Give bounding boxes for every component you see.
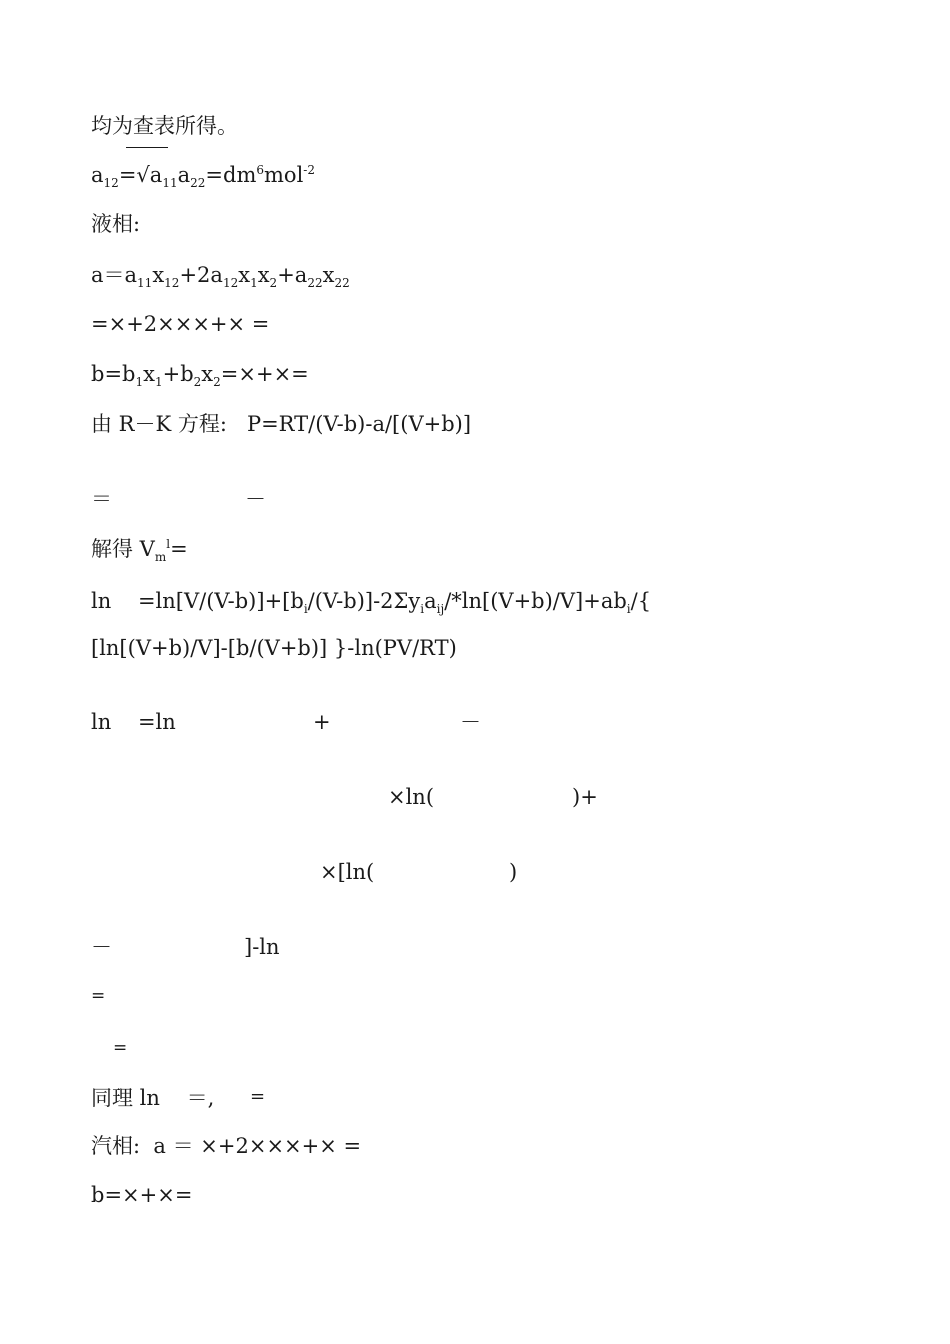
formula-a-value: =×+2×××+× =	[91, 312, 270, 336]
term: /(V-b)]-2Σy	[307, 589, 421, 613]
sqrt-sign: =√	[118, 163, 150, 187]
term: /{	[630, 589, 652, 613]
unit-mol: mol	[264, 163, 304, 187]
term: =	[170, 537, 188, 561]
a22-symbol: a	[177, 163, 191, 187]
liquid-phase-label: 液相:	[91, 212, 141, 236]
subscript: i	[420, 602, 425, 617]
fugacity-equation-cont: [ln[(V+b)/V]-[b/(V+b)] }-ln(PV/RT)	[91, 636, 457, 660]
close-paren: )	[509, 860, 518, 884]
a11-symbol: a	[149, 163, 163, 187]
subscript: 1	[250, 276, 258, 291]
a22-subscript: 22	[190, 176, 206, 191]
subscript: i	[626, 602, 631, 617]
unit-dm: =dm	[205, 163, 257, 187]
term: x	[257, 263, 270, 287]
equals-result: =	[113, 1038, 128, 1058]
term: x	[238, 263, 251, 287]
term: a＝a	[91, 263, 138, 287]
sqrt-overbar	[126, 147, 168, 148]
equals-sign: =	[250, 1086, 266, 1107]
subscript: 22	[334, 276, 350, 291]
equals-result: =	[91, 986, 106, 1006]
subscript: 2	[193, 375, 202, 390]
rk-equation: 由 R－K 方程: P=RT/(V-b)-a/[(V+b)]	[91, 412, 472, 436]
term: =×+×=	[220, 362, 309, 386]
unit-mol-exponent: -2	[303, 163, 315, 177]
term: b=b	[91, 362, 136, 386]
term: a	[424, 589, 437, 613]
unit-dm-exponent: 6	[256, 163, 265, 177]
subscript: 11	[137, 276, 153, 291]
term: x	[201, 362, 214, 386]
term: /*ln[(V+b)/V]+ab	[444, 589, 627, 613]
times-bracket-ln-open: ×[ln(	[320, 860, 375, 884]
solved-vm	[91, 537, 188, 565]
term: x	[143, 362, 155, 386]
subscript: 1	[135, 375, 144, 390]
term: x	[322, 263, 335, 287]
vapor-phase-b: b=×+×=	[91, 1183, 193, 1207]
term: +2a	[179, 263, 223, 287]
a12-subscript: 12	[103, 176, 119, 191]
plus-sign: +	[313, 710, 331, 734]
term: x	[152, 263, 165, 287]
formula-a-mixing-rule	[91, 263, 350, 291]
superscript: l	[166, 537, 171, 551]
subscript: ij	[436, 602, 445, 617]
a11-subscript: 11	[162, 176, 178, 191]
subscript: 2	[269, 276, 278, 291]
subscript: 22	[307, 276, 323, 291]
formula-b-mixing-rule	[91, 362, 309, 390]
formula-a12	[91, 163, 315, 191]
minus-sign: －	[91, 935, 112, 959]
subscript: 12	[222, 276, 239, 291]
subscript: 2	[213, 375, 221, 390]
minus-sign: －	[245, 487, 266, 511]
term: ln =ln[V/(V-b)]+[b	[91, 589, 304, 613]
vapor-phase-a: 汽相: a ＝ ×+2×××+× =	[91, 1134, 362, 1158]
subscript: i	[303, 602, 308, 617]
bracket-minus-ln: ]-ln	[244, 935, 280, 959]
similarly-ln: 同理 ln ＝,	[91, 1086, 215, 1110]
subscript: m	[154, 550, 167, 565]
equals-sign: ＝	[91, 487, 112, 511]
term: +b	[162, 362, 194, 386]
times-ln-open: ×ln(	[388, 785, 435, 809]
subscript: 1	[154, 375, 163, 390]
ln-eq-ln: ln =ln	[91, 710, 176, 734]
minus-sign: －	[460, 710, 481, 734]
close-plus: )+	[572, 785, 598, 809]
text-line-1: 均为查表所得。	[91, 114, 238, 138]
term: +a	[277, 263, 308, 287]
subscript: 12	[164, 276, 180, 291]
fugacity-equation	[91, 589, 652, 617]
a12-symbol: a	[91, 163, 104, 187]
term: 解得 V	[91, 537, 155, 561]
